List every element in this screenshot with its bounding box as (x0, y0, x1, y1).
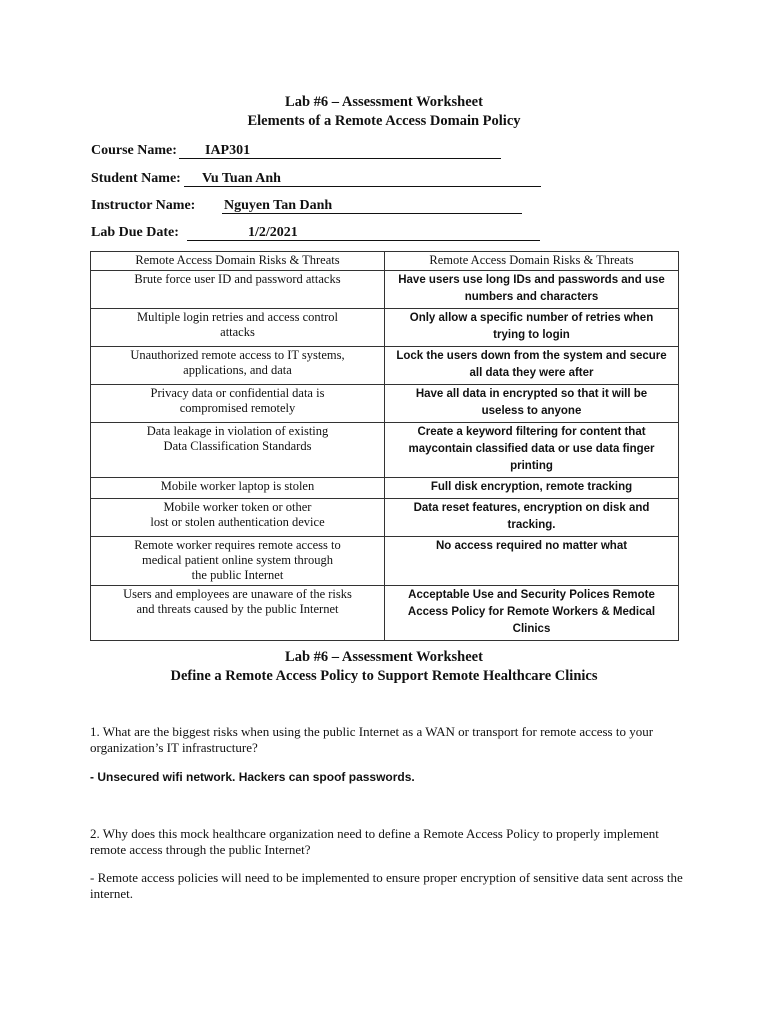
risk-cell: Mobile worker laptop is stolen (91, 478, 385, 499)
risk-cell: Brute force user ID and password attacks (91, 271, 385, 309)
table-header-mitigation: Remote Access Domain Risks & Threats (385, 252, 679, 271)
section2-title: Lab #6 – Assessment Worksheet (285, 649, 483, 665)
mitigation-cell: Data reset features, encryption on disk and tracking. (385, 499, 679, 537)
table-row (91, 537, 679, 586)
question-2: 2. Why does this mock healthcare organization need to define a Remote Access Policy to properly implement remote access through the public Internet? (90, 826, 659, 857)
worksheet-title: Lab #6 – Assessment Worksheet (285, 94, 483, 110)
table-row (91, 423, 679, 478)
risk-cell: Users and employees are unaware of the risks and threats caused by the public Internet (91, 586, 385, 641)
section2-subtitle: Define a Remote Access Policy to Support Remote Healthcare Clinics (170, 668, 598, 684)
mitigation-cell: Have users use long IDs and passwords and use numbers and characters (385, 271, 679, 309)
table-row (91, 499, 679, 537)
student-name-underline (184, 186, 541, 187)
course-name-value: IAP301 (205, 143, 251, 158)
mitigation-cell: Only allow a specific number of retries when trying to login (385, 309, 679, 347)
due-date-value: 1/2/2021 (248, 225, 298, 240)
mitigation-cell: Acceptable Use and Security Polices Remote Access Policy for Remote Workers & Medical Clinics (385, 586, 679, 641)
risk-cell: Data leakage in violation of existing Data Classification Standards (91, 423, 385, 478)
table-header-risks: Remote Access Domain Risks & Threats (91, 252, 385, 271)
worksheet-subtitle: Elements of a Remote Access Domain Policy (247, 113, 521, 129)
question-1: 1. What are the biggest risks when using the public Internet as a WAN or transport for remote access to your organization’s IT infrastructure? (90, 724, 654, 755)
due-date-label: Lab Due Date: (91, 225, 179, 240)
risk-cell: Mobile worker token or other lost or stolen authentication device (91, 499, 385, 537)
mitigation-cell: Create a keyword filtering for content that maycontain classified data or use data finger printing (385, 423, 679, 478)
answer-1: - Unsecured wifi network. Hackers can spoof passwords. (90, 770, 415, 784)
risk-cell: Remote worker requires remote access to medical patient online system through the public Internet (91, 537, 385, 586)
course-name-field (91, 143, 251, 159)
risks-threats-table (90, 251, 679, 641)
answer-2: - Remote access policies will need to be implemented to ensure proper encryption of sensitive data sent across the internet. (90, 870, 683, 901)
student-name-field (91, 171, 281, 187)
table-row (91, 586, 679, 641)
table-row (91, 478, 679, 499)
risk-cell: Multiple login retries and access control attacks (91, 309, 385, 347)
instructor-name-underline (222, 213, 522, 214)
student-name-label: Student Name: (91, 171, 181, 186)
table-row (91, 385, 679, 423)
due-date-field (91, 225, 298, 241)
table-header-row (91, 252, 679, 271)
table-row (91, 309, 679, 347)
risk-cell: Privacy data or confidential data is compromised remotely (91, 385, 385, 423)
due-date-underline (187, 240, 540, 241)
table-row (91, 271, 679, 309)
course-name-underline (179, 158, 501, 159)
mitigation-cell: No access required no matter what (385, 537, 679, 586)
instructor-name-label: Instructor Name: (91, 198, 196, 213)
instructor-name-field (91, 198, 333, 214)
instructor-name-value: Nguyen Tan Danh (224, 198, 333, 213)
risk-cell: Unauthorized remote access to IT systems, applications, and data (91, 347, 385, 385)
mitigation-cell: Full disk encryption, remote tracking (385, 478, 679, 499)
student-name-value: Vu Tuan Anh (202, 171, 281, 186)
table-row (91, 347, 679, 385)
course-name-label: Course Name: (91, 143, 177, 158)
mitigation-cell: Have all data in encrypted so that it will be useless to anyone (385, 385, 679, 423)
mitigation-cell: Lock the users down from the system and secure all data they were after (385, 347, 679, 385)
